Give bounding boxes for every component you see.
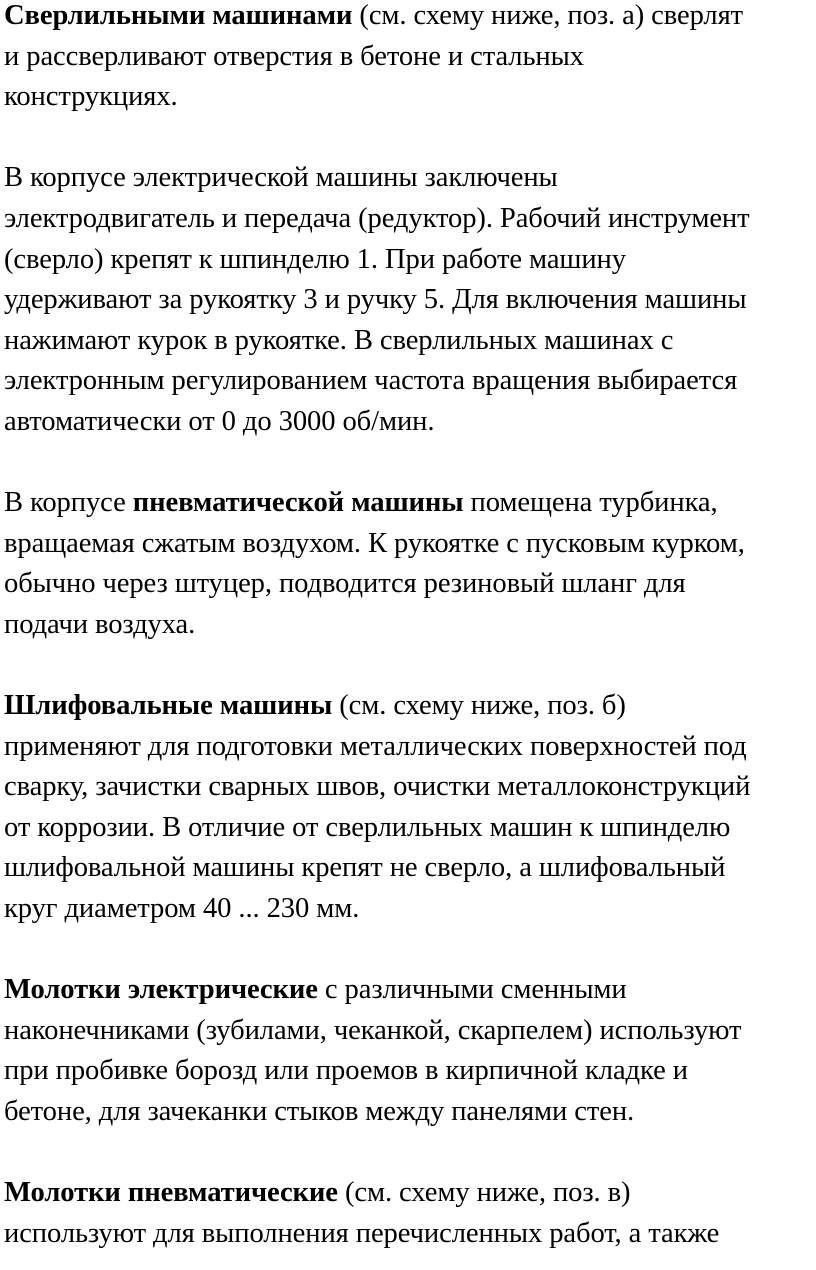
text-run: обычно через штуцер, подводится резиновый шланг для — [4, 568, 686, 600]
paragraph-gap — [4, 930, 816, 971]
text-line — [4, 321, 816, 362]
text-run: помещена турбинка, — [463, 487, 718, 519]
text-line — [4, 280, 816, 321]
text-line — [4, 0, 816, 37]
text-line — [4, 402, 816, 443]
paragraph-grinding-machines — [4, 686, 816, 930]
text-line — [4, 808, 816, 849]
text-run: удерживают за рукоятку 3 и ручку 5. Для включения машины — [4, 284, 747, 316]
text-line — [4, 483, 816, 524]
paragraph-gap — [4, 1133, 816, 1174]
text-line — [4, 848, 816, 889]
paragraph-pneumatic-hammers — [4, 1173, 816, 1254]
text-run: автоматически от 0 до 3000 об/мин. — [4, 405, 435, 437]
text-run: с различными сменными — [317, 974, 627, 1006]
paragraph-gap — [4, 646, 816, 687]
text-line — [4, 767, 816, 808]
text-run: конструкциях. — [4, 81, 178, 113]
text-run: при пробивке борозд или проемов в кирпичной кладке и — [4, 1055, 688, 1087]
text-line — [4, 158, 816, 199]
text-run: шлифовальной машины крепят не сверло, а шлифовальный — [4, 852, 726, 884]
text-run: бетоне, для зачеканки стыков между панелями стен. — [4, 1096, 635, 1128]
text-line — [4, 686, 816, 727]
text-run: и рассверливают отверстия в бетоне и стальных — [4, 40, 584, 72]
paragraph-drilling-machines — [4, 0, 816, 118]
text-line — [4, 240, 816, 281]
text-run: используют для выполнения перечисленных работ, а также — [4, 1217, 720, 1249]
paragraph-electric-hammers — [4, 970, 816, 1132]
bold-term: Молотки электрические — [4, 974, 318, 1006]
text-line — [4, 199, 816, 240]
paragraph-pneumatic-machine — [4, 483, 816, 645]
text-run: В корпусе — [4, 487, 133, 519]
bold-term: пневматической машины — [132, 487, 464, 519]
text-line — [4, 970, 816, 1011]
text-run: электродвигатель и передача (редуктор). Рабочий инструмент — [4, 202, 750, 234]
text-line — [4, 77, 816, 118]
text-line — [4, 605, 816, 646]
bold-term: Шлифовальные машины — [4, 690, 333, 722]
text-line — [4, 1051, 816, 1092]
text-run: сварку, зачистки сварных швов, очистки металлоконструкций — [4, 771, 751, 803]
text-run: нажимают курок в рукоятке. В сверлильных машинах с — [4, 324, 674, 356]
text-run: электронным регулированием частота вращения выбирается — [4, 365, 738, 397]
paragraph-gap — [4, 118, 816, 159]
bold-term: Молотки пневматические — [4, 1177, 338, 1209]
text-run: (сверло) крепят к шпинделю 1. При работе машину — [4, 243, 626, 275]
text-run: В корпусе электрической машины заключены — [4, 162, 558, 194]
paragraph-electric-machine — [4, 158, 816, 442]
bold-term: Сверлильными машинами — [4, 0, 353, 31]
text-line — [4, 727, 816, 768]
text-run: наконечниками (зубилами, чеканкой, скарпелем) используют — [4, 1014, 742, 1046]
paragraph-gap — [4, 443, 816, 484]
text-run: от коррозии. В отличие от сверлильных машин к шпинделю — [4, 811, 731, 843]
text-run: применяют для подготовки металлических поверхностей под — [4, 730, 747, 762]
text-line — [4, 1011, 816, 1052]
text-line — [4, 361, 816, 402]
text-run: круг диаметром 40 ... 230 мм. — [4, 893, 360, 925]
text-line — [4, 889, 816, 930]
text-run: подачи воздуха. — [4, 608, 196, 640]
text-line — [4, 1214, 816, 1255]
text-line — [4, 1173, 816, 1214]
text-run: (см. схему ниже, поз. б) — [332, 690, 626, 722]
text-line — [4, 37, 816, 78]
text-line — [4, 524, 816, 565]
text-line — [4, 1092, 816, 1133]
text-run: (см. схему ниже, поз. а) сверлят — [352, 0, 744, 31]
text-run: вращаемая сжатым воздухом. К рукоятке с пусковым курком, — [4, 527, 745, 559]
text-line — [4, 564, 816, 605]
text-run: (см. схему ниже, поз. в) — [337, 1177, 631, 1209]
